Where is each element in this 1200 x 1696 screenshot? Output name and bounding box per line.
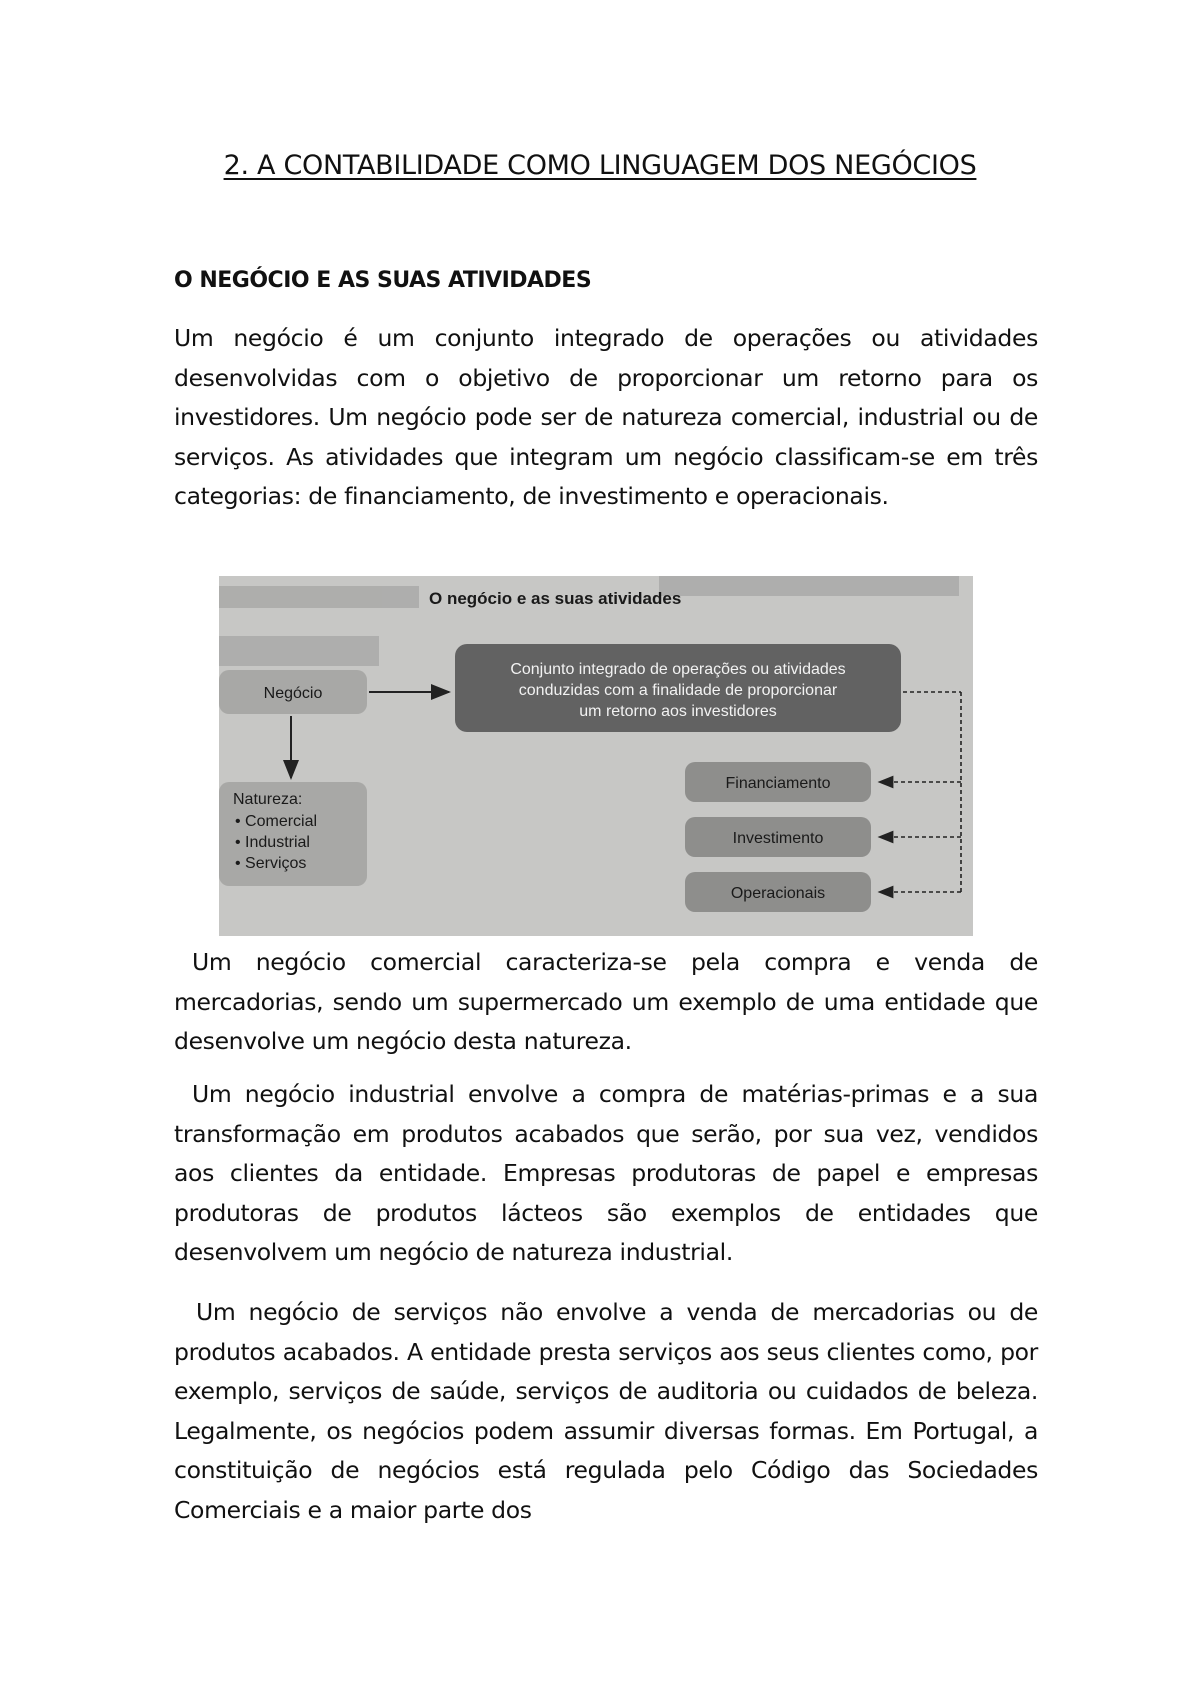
natureza-item-comercial: • Comercial [235, 813, 318, 830]
natureza-item-servicos: • Serviços [235, 855, 307, 872]
activity-label-operacionais: Operacionais [730, 885, 826, 902]
paragraph-industrial: Um negócio industrial envolve a compra de matérias-primas e a sua transformação em produtos acabados que serão, por sua vez, vendidos aos clientes da entidade. Empresas produtoras de papel e empresas produtoras de produtos lácteos são exemplos de entidades que desenvolvem um negócio de natureza industrial. [174, 1080, 1038, 1266]
definition-line-1: Conjunto integrado de operações ou atividades [510, 661, 846, 678]
natureza-label: Natureza: [233, 791, 303, 808]
definition-line-2: conduzidas com a finalidade de proporcionar [518, 682, 838, 699]
paragraph-intro: Um negócio é um conjunto integrado de operações ou atividades desenvolvidas com o objetivo de proporcionar um retorno para os investidores. Um negócio pode ser de natureza comercial, industrial ou de serviços. As atividades que integram um negócio classificam-se em três categorias: de financiamento, de investimento e operacionais. [174, 324, 1038, 510]
natureza-item-industrial: • Industrial [235, 834, 310, 851]
paragraph-servicos: Um negócio de serviços não envolve a venda de mercadorias ou de produtos acabados. A entidade presta serviços aos seus clientes como, por exemplo, serviços de saúde, serviços de auditoria ou cuidados de beleza. Legalmente, os negócios podem assumir diversas formas. Em Portugal, a constituição de negócios está regulada pelo Código das Sociedades Comerciais e a maior parte dos [174, 1298, 1038, 1524]
definition-line-3: um retorno aos investidores [579, 703, 777, 720]
section-heading: O NEGÓCIO E AS SUAS ATIVIDADES [174, 268, 592, 293]
negocio-label: Negócio [263, 685, 323, 702]
business-activities-figure [219, 576, 973, 936]
page-title: 2. A CONTABILIDADE COMO LINGUAGEM DOS NEGÓCIOS [223, 150, 977, 181]
figure-title: O negócio e as suas atividades [429, 589, 682, 608]
activity-label-investimento: Investimento [732, 830, 824, 847]
activity-label-financiamento: Financiamento [725, 775, 831, 792]
diagram-canvas [219, 576, 973, 936]
paragraph-comercial: Um negócio comercial caracteriza-se pela compra e venda de mercadorias, sendo um supermercado um exemplo de uma entidade que desenvolve um negócio desta natureza. [174, 948, 1038, 1055]
